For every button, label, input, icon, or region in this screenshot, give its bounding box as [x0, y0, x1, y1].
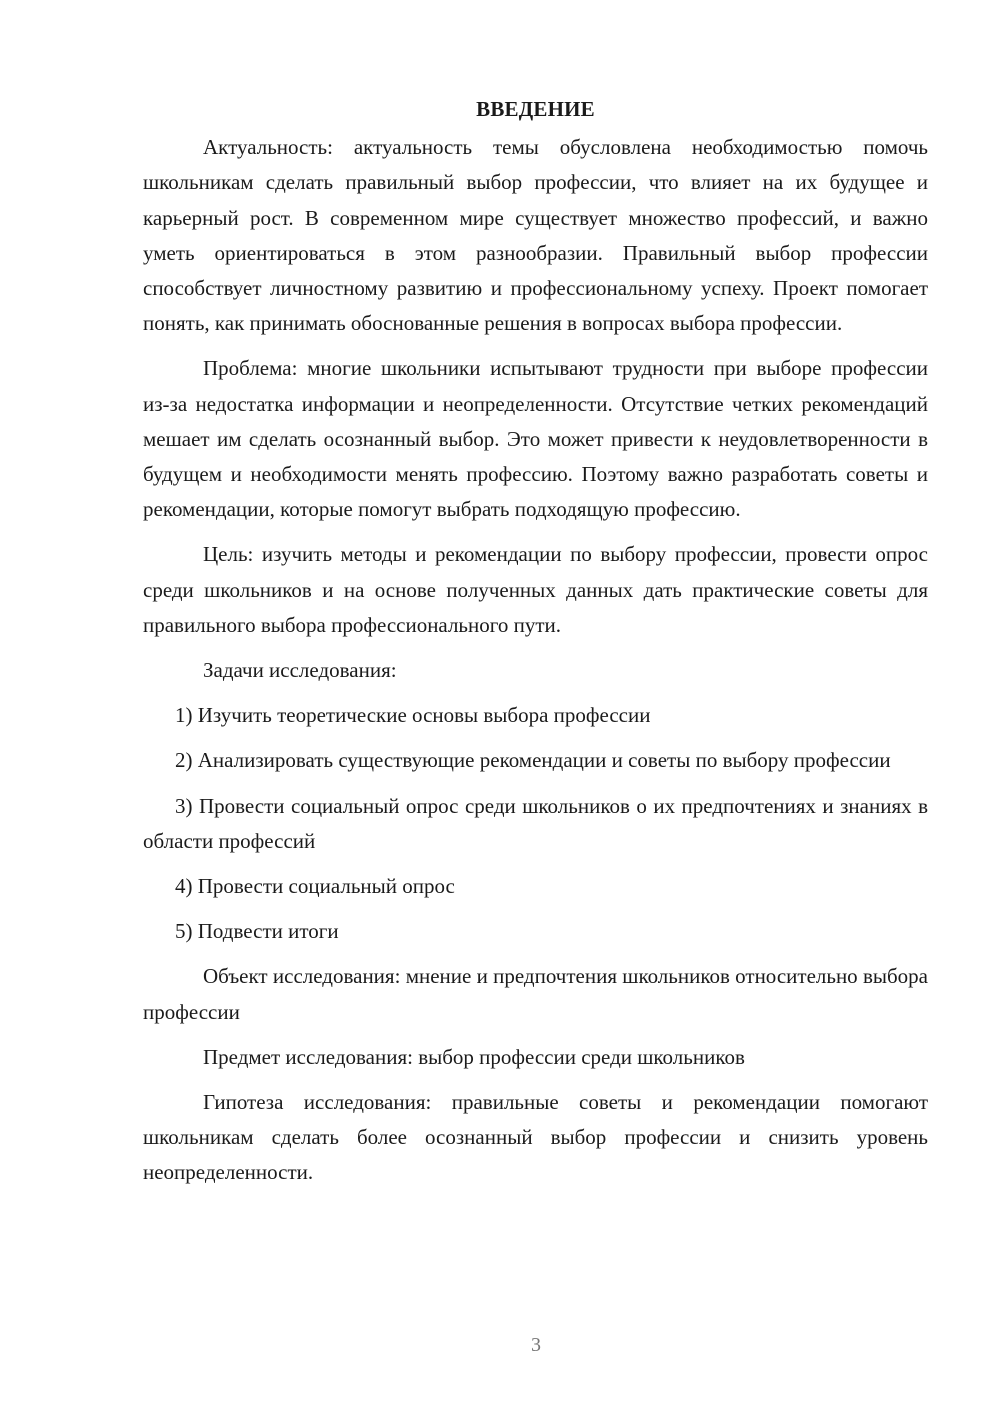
- document-page: [143, 92, 928, 1201]
- hypothesis-paragraph: Гипотеза исследования: правильные советы и рекомендации помогают школьникам сделать более осознанный выбор профессии и снизить уровень неопределенности.: [143, 1090, 928, 1185]
- relevance-paragraph: Актуальность: актуальность темы обусловлена необходимостью помочь школьникам сделать правильный выбор профессии, что влияет на их будущее и карьерный рост. В современном мире существует множество профессий, и важно уметь ориентироваться в этом разнообразии. Правильный выбор профессии способствует личностному развитию и профессиональному успеху. Проект помогает понять, как принимать обоснованные решения в вопросах выбора профессии.: [143, 135, 928, 336]
- task-item-1: 1) Изучить теоретические основы выбора профессии: [175, 703, 651, 728]
- object-paragraph: Объект исследования: мнение и предпочтения школьников относительно выбора профессии: [143, 964, 928, 1024]
- task-item-2: 2) Анализировать существующие рекомендации и советы по выбору профессии: [175, 748, 891, 773]
- goal-paragraph: Цель: изучить методы и рекомендации по выбору профессии, провести опрос среди школьников и на основе полученных данных дать практические советы для правильного выбора профессионального пути.: [143, 542, 928, 637]
- task-item-5: 5) Подвести итоги: [175, 919, 339, 944]
- page-number: 3: [531, 1334, 541, 1356]
- section-title: ВВЕДЕНИЕ: [476, 97, 595, 121]
- subject-paragraph: Предмет исследования: выбор профессии среди школьников: [203, 1044, 745, 1069]
- task-item-4: 4) Провести социальный опрос: [175, 874, 455, 899]
- tasks-heading: Задачи исследования:: [203, 658, 397, 683]
- tasks-list: [143, 698, 928, 949]
- task-item-3: 3) Провести социальный опрос среди школьников о их предпочтениях и знаниях в области профессий: [143, 793, 928, 853]
- problem-paragraph: Проблема: многие школьники испытывают трудности при выборе профессии из-за недостатка информации и неопределенности. Отсутствие четких рекомендаций мешает им сделать осознанный выбор. Это может привести к неудовлетворенности в будущем и необходимости менять профессию. Поэтому важно разработать советы и рекомендации, которые помогут выбрать подходящую профессию.: [143, 356, 928, 522]
